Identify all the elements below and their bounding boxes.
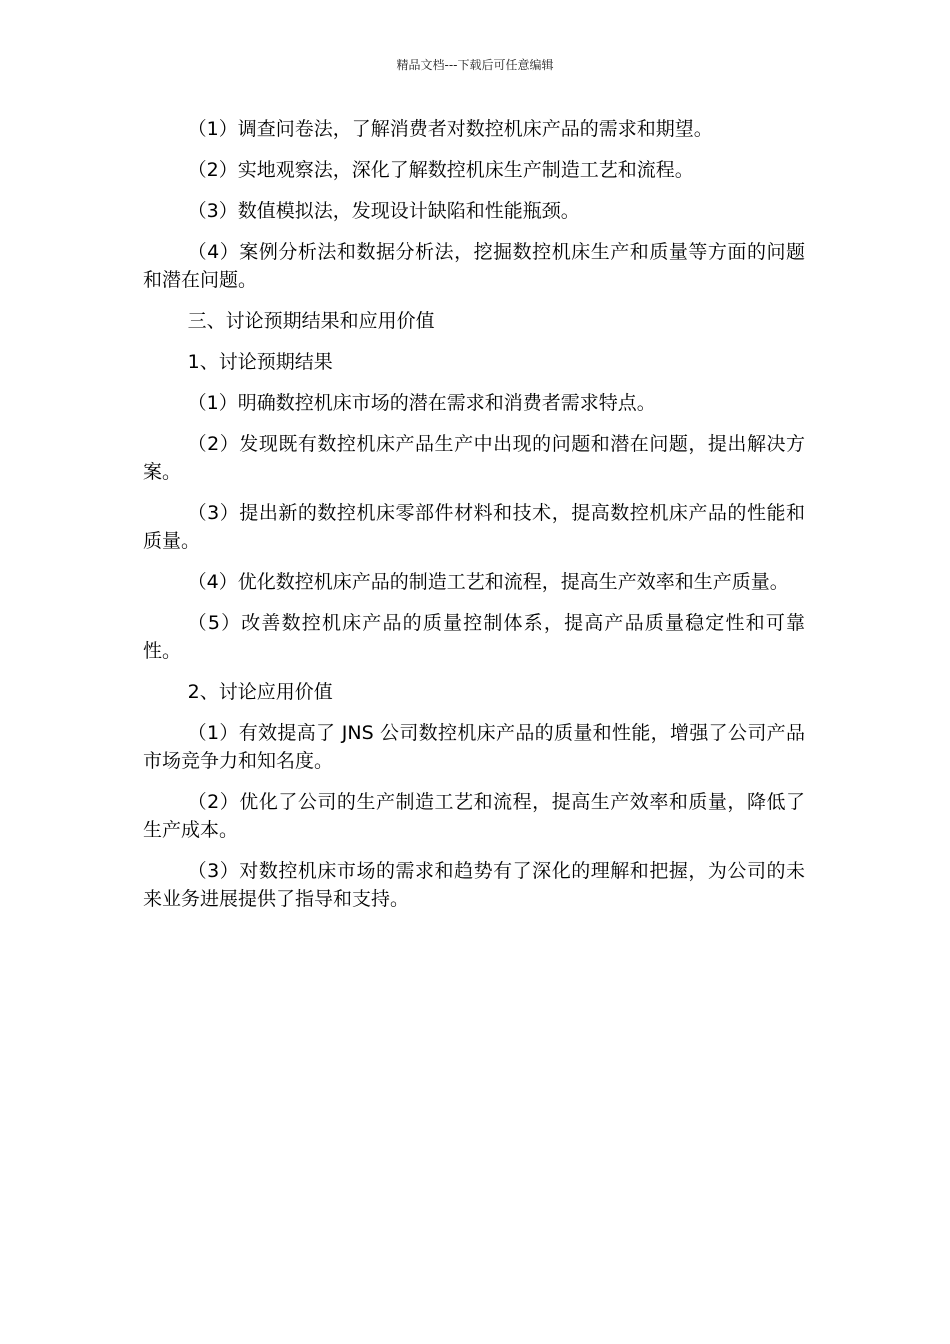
subsection-heading-expected-results: 1、讨论预期结果: [187, 351, 333, 373]
expected-result-item-1: （1）明确数控机床市场的潜在需求和消费者需求特点。: [187, 392, 656, 414]
application-value-item-1: （1）有效提高了 JNS 公司数控机床产品的质量和性能，增强了公司产品市场竞争力和知名度。: [143, 722, 805, 772]
method-item-3: （3）数值模拟法，发现设计缺陷和性能瓶颈。: [187, 200, 580, 222]
expected-result-item-2: （2）发现既有数控机床产品生产中出现的问题和潜在问题，提出解决方案。: [143, 433, 805, 483]
method-item-1: （1）调查问卷法，了解消费者对数控机床产品的需求和期望。: [187, 118, 713, 140]
application-value-item-2: （2）优化了公司的生产制造工艺和流程，提高生产效率和质量，降低了生产成本。: [143, 791, 805, 841]
method-item-2: （2）实地观察法，深化了解数控机床生产制造工艺和流程。: [187, 159, 694, 181]
expected-result-item-3: （3）提出新的数控机床零部件材料和技术，提高数控机床产品的性能和质量。: [143, 502, 805, 552]
application-value-item-3: （3）对数控机床市场的需求和趋势有了深化的理解和把握，为公司的未来业务进展提供了指导和支持。: [143, 860, 805, 910]
section-heading: 三、讨论预期结果和应用价值: [187, 310, 435, 332]
subsection-heading-application-value: 2、讨论应用价值: [187, 681, 333, 703]
page-header: 精品文档---下载后可任意编辑: [396, 58, 554, 72]
method-item-4: （4）案例分析法和数据分析法，挖掘数控机床生产和质量等方面的问题和潜在问题。: [143, 241, 805, 291]
expected-result-item-4: （4）优化数控机床产品的制造工艺和流程，提高生产效率和生产质量。: [187, 571, 789, 593]
document-body: [143, 115, 805, 926]
expected-result-item-5: （5）改善数控机床产品的质量控制体系，提高产品质量稳定性和可靠性。: [143, 612, 805, 662]
